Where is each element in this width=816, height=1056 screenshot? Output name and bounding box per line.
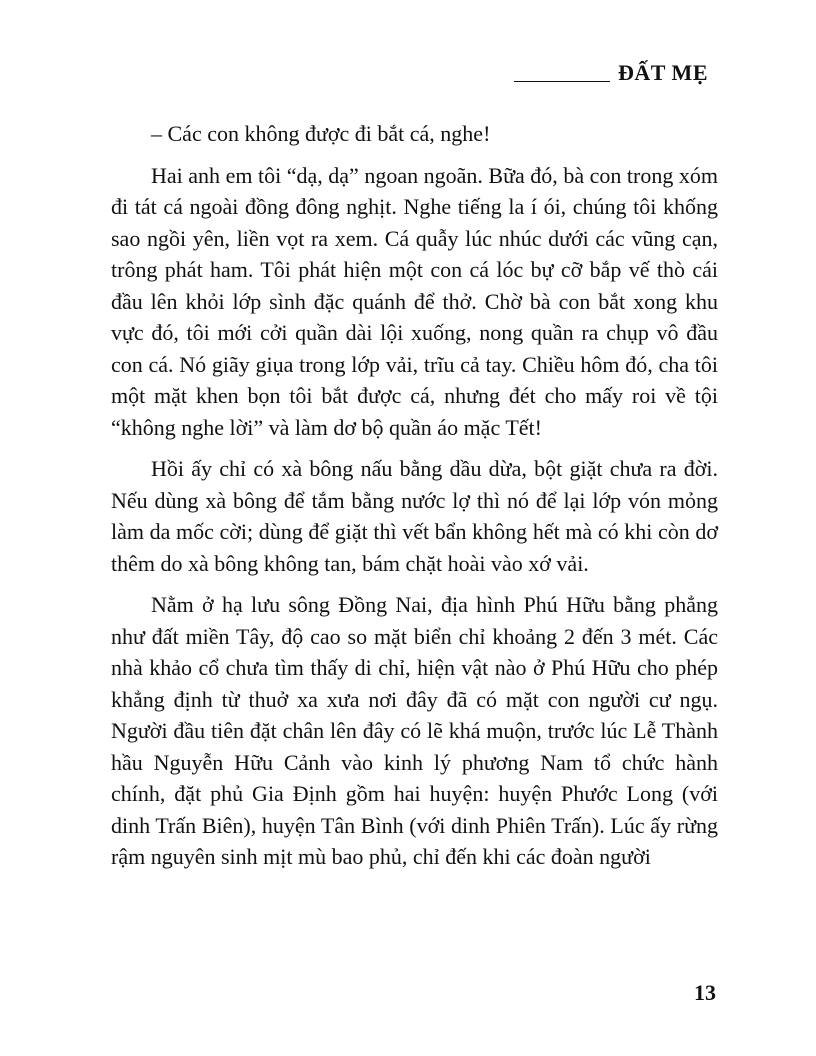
paragraph-dialogue: – Các con không được đi bắt cá, nghe! xyxy=(151,121,491,146)
paragraph-fishing-story: Hai anh em tôi “dạ, dạ” ngoan ngoãn. Bữa đó, bà con trong xóm đi tát cá ngoài đồng đông nghịt. Nghe tiếng la í ói, chúng tôi khống sao ngồi yên, liền vọt ra xem. Cá quẫy lúc nhúc dưới các vũng cạn, trông phát ham. Tôi phát hiện một con cá lóc bự cỡ bắp vế thò cái đầu lên khỏi lớp sình đặc quánh để thở. Chờ bà con bắt xong khu vực đó, tôi mới cởi quần dài lội xuống, nong quần ra chụp vô đầu con cá. Nó giãy giụa trong lớp vải, trĩu cả tay. Chiều hôm đó, cha tôi một mặt khen bọn tôi bắt được cá, nhưng đét cho mấy roi về tội “không nghe lời” và làm dơ bộ quần áo mặc Tết! xyxy=(111,162,718,440)
paragraph-soap: Hồi ấy chỉ có xà bông nấu bằng dầu dừa, bột giặt chưa ra đời. Nếu dùng xà bông để tắm bằng nước lợ thì nó để lại lớp vón mỏng làm da mốc cời; dùng để giặt thì vết bẩn không hết mà có khi còn dơ thêm do xà bông không tan, bám chặt hoài vào xớ vải. xyxy=(111,456,718,576)
paragraph-geography: Nằm ở hạ lưu sông Đồng Nai, địa hình Phú Hữu bằng phẳng như đất miền Tây, độ cao so mặt biển chỉ khoảng 2 đến 3 mét. Các nhà khảo cổ chưa tìm thấy di chỉ, hiện vật nào ở Phú Hữu cho phép khẳng định từ thuở xa xưa nơi đây đã có mặt con người cư ngụ. Người đầu tiên đặt chân lên đây có lẽ khá muộn, trước lúc Lễ Thành hầu Nguyễn Hữu Cảnh vào kinh lý phương Nam tổ chức hành chính, đặt phủ Gia Định gồm hai huyện: huyện Phước Long (với dinh Trấn Biên), huyện Tân Bình (với dinh Phiên Trấn). Lúc ấy rừng rậm nguyên sinh mịt mù bao phủ, chỉ đến khi các đoàn người xyxy=(111,592,718,869)
running-header xyxy=(514,60,708,86)
chapter-title: ĐẤT MẸ xyxy=(618,60,708,85)
page-number: 13 xyxy=(694,980,716,1005)
header-rule xyxy=(514,81,610,82)
body-text xyxy=(111,118,718,883)
